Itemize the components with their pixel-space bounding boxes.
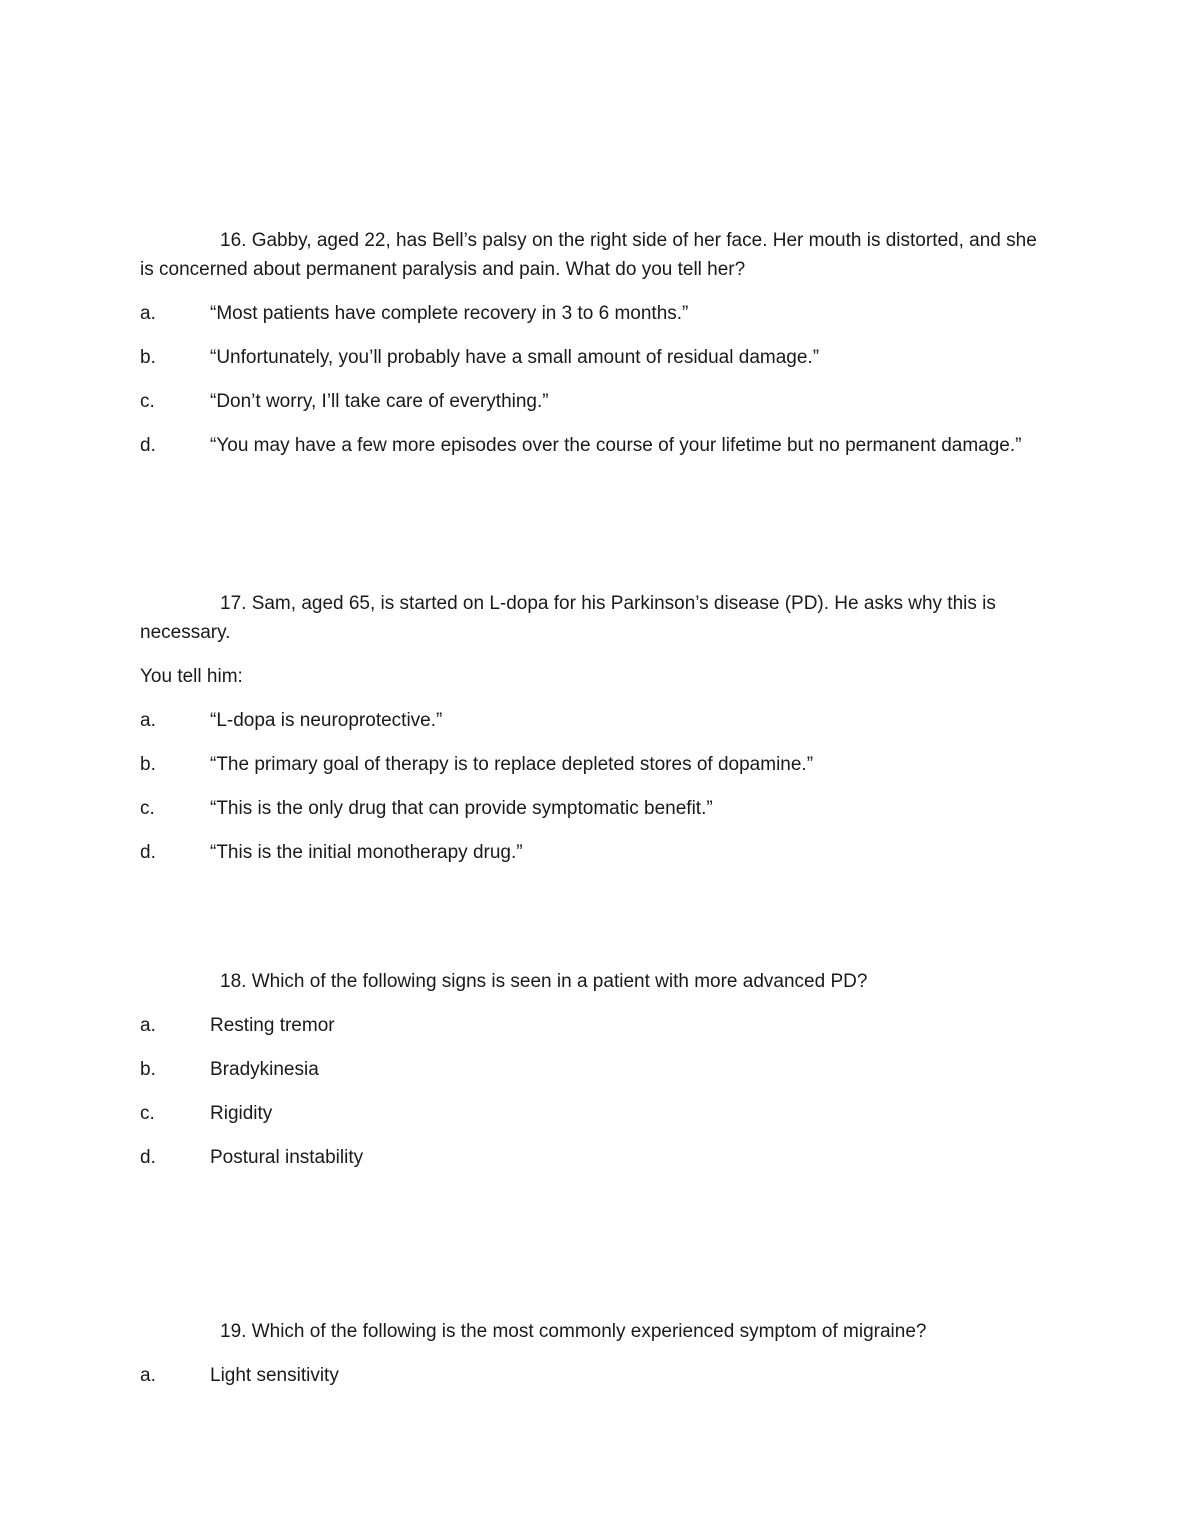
question-lead: You tell him:	[140, 666, 243, 687]
option-text: “Unfortunately, you’ll probably have a small amount of residual damage.”	[210, 347, 820, 368]
option-b	[140, 750, 1040, 779]
option-text: “Don’t worry, I’ll take care of everything.”	[210, 391, 549, 412]
option-letter: d.	[140, 435, 156, 456]
option-d	[140, 838, 1040, 867]
option-text: Postural instability	[210, 1147, 364, 1168]
option-text: “You may have a few more episodes over the course of your lifetime but no permanent damage.”	[210, 435, 1022, 456]
option-text: Bradykinesia	[210, 1059, 319, 1080]
option-letter: d.	[140, 842, 156, 863]
option-letter: b.	[140, 347, 156, 368]
option-d	[140, 1143, 1040, 1172]
question-stem: 16. Gabby, aged 22, has Bell’s palsy on the right side of her face. Her mouth is distorted, and she is concerned about permanent paralysis and pain. What do you tell her?	[140, 230, 1037, 280]
option-text: “This is the initial monotherapy drug.”	[210, 842, 523, 863]
option-letter: a.	[140, 303, 156, 324]
option-text: “The primary goal of therapy is to replace depleted stores of dopamine.”	[210, 754, 814, 775]
option-letter: a.	[140, 1365, 156, 1386]
option-a	[140, 1011, 1040, 1040]
option-letter: d.	[140, 1147, 156, 1168]
option-letter: c.	[140, 798, 155, 819]
option-letter: c.	[140, 391, 155, 412]
question-18	[140, 967, 1040, 1172]
option-text: Resting tremor	[210, 1015, 335, 1036]
question-stem: 19. Which of the following is the most commonly experienced symptom of migraine?	[220, 1321, 927, 1342]
option-b	[140, 343, 1040, 372]
option-c	[140, 1099, 1040, 1128]
option-letter: a.	[140, 710, 156, 731]
option-text: Rigidity	[210, 1103, 273, 1124]
option-text: “Most patients have complete recovery in 3 to 6 months.”	[210, 303, 689, 324]
option-letter: a.	[140, 1015, 156, 1036]
option-text: “This is the only drug that can provide symptomatic benefit.”	[210, 798, 713, 819]
question-19	[140, 1317, 1040, 1390]
option-a	[140, 299, 1040, 328]
option-text: Light sensitivity	[210, 1365, 339, 1386]
option-b	[140, 1055, 1040, 1084]
question-stem: 18. Which of the following signs is seen in a patient with more advanced PD?	[220, 971, 868, 992]
option-a	[140, 706, 1040, 735]
option-a	[140, 1361, 1040, 1390]
option-c	[140, 794, 1040, 823]
option-text: “L-dopa is neuroprotective.”	[210, 710, 443, 731]
question-stem: 17. Sam, aged 65, is started on L-dopa for his Parkinson’s disease (PD). He asks why this is necessary.	[140, 593, 996, 643]
option-letter: b.	[140, 754, 156, 775]
option-c	[140, 387, 1040, 416]
option-letter: b.	[140, 1059, 156, 1080]
question-17	[140, 589, 1040, 867]
question-16	[140, 226, 1040, 460]
option-d	[140, 431, 1040, 460]
option-letter: c.	[140, 1103, 155, 1124]
